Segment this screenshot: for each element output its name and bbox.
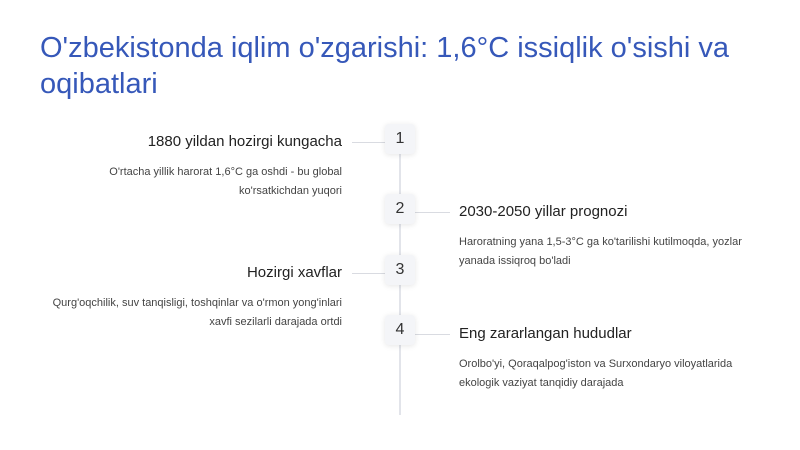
timeline-number-1: 1 [385, 124, 415, 154]
timeline-item-4 [459, 324, 759, 393]
timeline-item-title: Eng zararlangan hududlar [459, 325, 632, 342]
timeline-item-description: Haroratning yana 1,5-3°C ga ko'tarilishi kutilmoqda, yozlar yanada issiqroq bo'ladi [459, 236, 742, 267]
timeline-item-2 [459, 202, 759, 271]
page-title: O'zbekistonda iqlim o'zgarishi: 1,6°C issiqlik o'sishi va oqibatlari [40, 32, 730, 100]
timeline-connector-3 [352, 273, 385, 274]
timeline-item-1 [42, 132, 342, 201]
timeline-item-title: 1880 yildan hozirgi kungacha [147, 133, 342, 150]
timeline-number-3: 3 [385, 255, 415, 285]
timeline-item-title: Hozirgi xavflar [246, 264, 342, 281]
timeline-item-3 [42, 263, 342, 332]
timeline-item-description: Qurg'oqchilik, suv tanqisligi, toshqinlar va o'rmon yong'inlari xavfi sezilarli darajada ortdi [52, 297, 342, 328]
timeline-item-title: 2030-2050 yillar prognozi [459, 203, 628, 220]
timeline-item-description: O'rtacha yillik harorat 1,6°C ga oshdi - bu global ko'rsatkichdan yuqori [109, 166, 342, 197]
timeline-number-2: 2 [385, 194, 415, 224]
timeline-connector-4 [415, 334, 450, 335]
timeline-item-description: Orolbo'yi, Qoraqalpog'iston va Surxondaryo viloyatlarida ekologik vaziyat tanqidiy darajada [459, 358, 733, 389]
timeline-connector-2 [415, 212, 450, 213]
timeline-connector-1 [352, 142, 385, 143]
timeline-number-4: 4 [385, 315, 415, 345]
